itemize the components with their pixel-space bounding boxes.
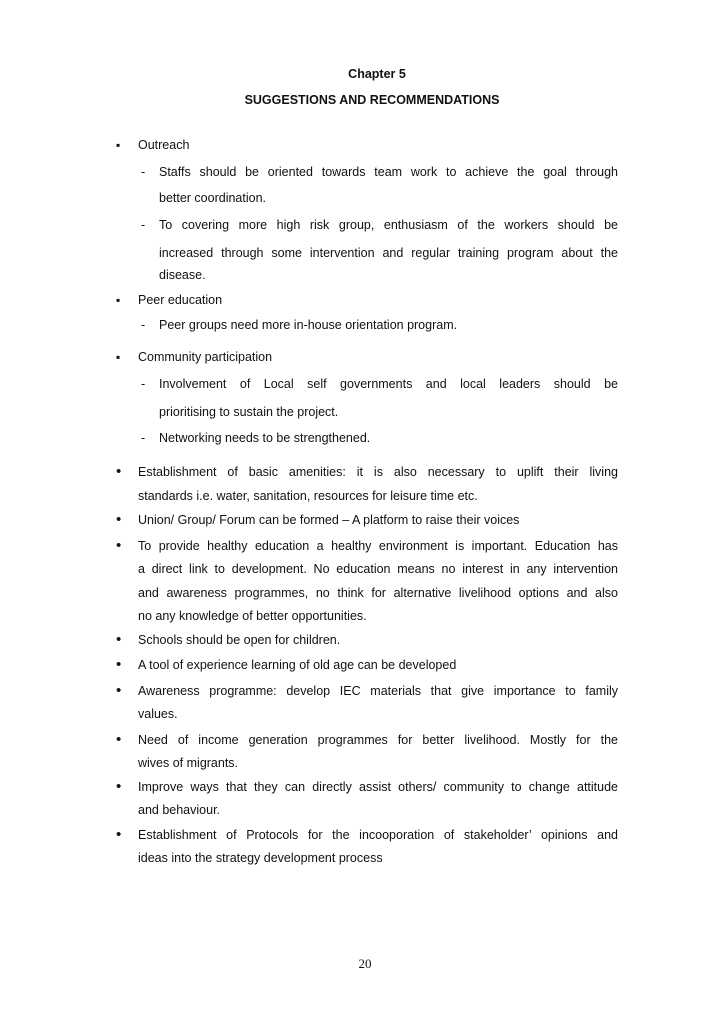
round-bullet: • (116, 778, 122, 795)
page-number: 20 (358, 956, 372, 971)
round-bullet: • (116, 511, 122, 528)
peer-heading: Peer education (138, 293, 223, 307)
round-bullet: • (116, 731, 122, 748)
square-bullet: ▪ (116, 138, 121, 152)
dash-marker: - (141, 318, 146, 332)
square-bullet: ▪ (116, 350, 121, 364)
point-3-line-2: a direct link to development. No education means no interest in any intervention (138, 562, 618, 576)
community-heading: Community participation (138, 350, 273, 364)
round-bullet: • (116, 656, 122, 673)
dash-marker: - (141, 431, 146, 445)
point-9-line-1: Establishment of Protocols for the incooporation of stakeholder’ opinions and (138, 828, 618, 842)
square-bullet: ▪ (116, 293, 121, 307)
dash-marker: - (141, 165, 146, 179)
point-6-line-2: values. (138, 707, 178, 721)
point-4-line-1: Schools should be open for children. (138, 633, 341, 647)
dash-marker: - (141, 377, 146, 391)
round-bullet: • (116, 631, 122, 648)
point-1-line-2: standards i.e. water, sanitation, resources for leisure time etc. (138, 489, 478, 503)
round-bullet: • (116, 682, 122, 699)
point-9-line-2: ideas into the strategy development process (138, 851, 383, 865)
outreach-point-2-line-3: disease. (159, 268, 206, 282)
community-point-1-line-1: Involvement of Local self governments and local leaders should be (159, 377, 618, 391)
page-title: SUGGESTIONS AND RECOMMENDATIONS (244, 93, 500, 107)
outreach-heading: Outreach (138, 138, 190, 152)
point-3-line-1: To provide healthy education a healthy environment is important. Education has (138, 539, 618, 553)
outreach-point-2-line-1: To covering more high risk group, enthusiasm of the workers should be (159, 218, 618, 232)
point-7-line-2: wives of migrants. (138, 756, 239, 770)
point-6-line-1: Awareness programme: develop IEC materials that give importance to family (138, 684, 618, 698)
outreach-point-2-line-2: increased through some intervention and regular training program about the (159, 246, 618, 260)
point-7-line-1: Need of income generation programmes for better livelihood. Mostly for the (138, 733, 618, 747)
point-8-line-2: and behaviour. (138, 803, 221, 817)
round-bullet: • (116, 826, 122, 843)
point-5-line-1: A tool of experience learning of old age can be developed (138, 658, 457, 672)
outreach-point-1-line-2: better coordination. (159, 191, 267, 205)
round-bullet: • (116, 537, 122, 554)
outreach-point-1-line-1: Staffs should be oriented towards team work to achieve the goal through (159, 165, 618, 179)
community-point-1-line-2: prioritising to sustain the project. (159, 405, 339, 419)
point-8-line-1: Improve ways that they can directly assist others/ community to change attitude (138, 780, 618, 794)
point-3-line-3: and awareness programmes, no think for alternative livelihood options and also (138, 586, 618, 600)
point-3-line-4: no any knowledge of better opportunities. (138, 609, 367, 623)
chapter-label: Chapter 5 (348, 67, 406, 81)
community-point-2: Networking needs to be strengthened. (159, 431, 371, 445)
peer-point-1: Peer groups need more in-house orientation program. (159, 318, 458, 332)
point-2-line-1: Union/ Group/ Forum can be formed – A platform to raise their voices (138, 513, 520, 527)
dash-marker: - (141, 218, 146, 232)
point-1-line-1: Establishment of basic amenities: it is also necessary to uplift their living (138, 465, 618, 479)
round-bullet: • (116, 463, 122, 480)
